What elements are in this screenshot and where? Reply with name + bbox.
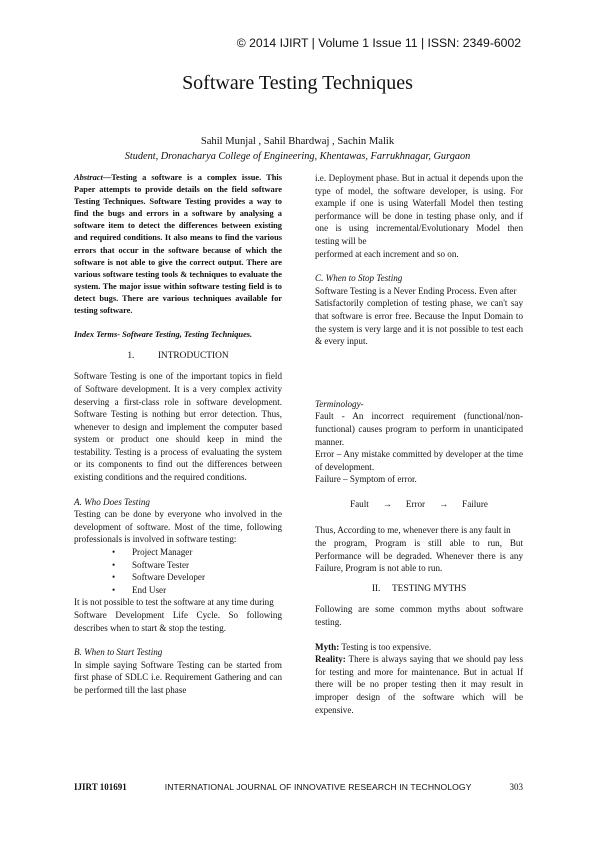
stop-line-1: Software Testing is a Never Ending Process. Even after bbox=[315, 285, 517, 296]
abstract-text: —Testing a software is a complex issue. This Paper attempts to provide details on the field software Testing Techniques. Software Testing provides a way to find the bugs and errors in a software by analysing a software item to detect the differences between existing and required conditions. It also means to find the various errors that occur in the software because of which the software is not able to give the correct output. There are various software testing tools & techniques to evaluate the system. The major issue within software testing field is to detect bugs. There are various techniques available for testing software. bbox=[74, 173, 282, 316]
subheading-when-to-start: B. When to Start Testing bbox=[74, 647, 163, 658]
journal-header: © 2014 IJIRT | Volume 1 Issue 11 | ISSN: 2349-6002 bbox=[236, 36, 521, 50]
myth-line bbox=[315, 641, 523, 654]
paper-title: Software Testing Techniques bbox=[182, 72, 413, 94]
myths-intro: Following are some common myths about software testing. bbox=[315, 604, 523, 628]
reality-text: There is always saying that we should pay less for testing and more for maintenance. But in actual If there will be no proper testing then it may result in improper design of the software which will be expensive. bbox=[315, 654, 523, 715]
who-paragraph: Testing can be done by everyone who involved in the development of software. Most of the time, following professionals is involved in software testing: bbox=[74, 509, 282, 545]
affiliation: Student, Dronacharya College of Engineering, Khentawas, Farrukhnagar, Gurgaon bbox=[124, 151, 471, 162]
section-heading-introduction: 1. INTRODUCTION bbox=[127, 350, 229, 361]
authors: Sahil Munjal , Sahil Bhardwaj , Sachin Malik bbox=[200, 136, 395, 147]
intro-paragraph: Software Testing is one of the important topics in field of Software development. It is a very complex activity deserving a first-class role in software development. Software Testing is nothing but error detection. Thus, whenever to design and implement the computer based system or product one should keep in mind the testability. Testing is a process of evaluating the system or its components to find out the differences between existing conditions and the required conditions. bbox=[74, 371, 282, 483]
footer-journal-name: INTERNATIONAL JOURNAL OF INNOVATIVE RESEARCH IN TECHNOLOGY bbox=[164, 782, 472, 792]
abstract-label: Abstract bbox=[74, 173, 103, 182]
myth-label: Myth: bbox=[315, 641, 340, 652]
who-after-line-1: It is not possible to test the software at any time during bbox=[74, 597, 274, 608]
fault-line-1: Thus, According to me, whenever there is any fault in bbox=[315, 525, 511, 536]
list-item: • Software Tester bbox=[112, 559, 282, 572]
term-failure: Failure – Symptom of error. bbox=[315, 474, 417, 485]
section-heading-testing-myths: II. TESTING MYTHS bbox=[371, 583, 467, 594]
start-continued-2: performed at each increment and so on. bbox=[315, 248, 459, 259]
footer-paper-id: IJIRT 101691 bbox=[74, 782, 127, 792]
roles-list bbox=[74, 546, 282, 596]
reality-paragraph bbox=[315, 653, 523, 716]
myth-text: Testing is too expensive. bbox=[339, 641, 432, 652]
arrow-right-icon: → bbox=[439, 498, 449, 509]
subheading-when-to-stop: C. When to Stop Testing bbox=[315, 273, 403, 284]
term-error: Error – Any mistake committed by developer at the time of development. bbox=[315, 449, 523, 472]
fault-error-failure-flow bbox=[315, 498, 523, 511]
fault-paragraph: the program, Program is still able to run, But Performance will be degraded. Whenever there is any Failure, Program is not able to run. bbox=[315, 538, 523, 574]
flow-fault: Fault bbox=[350, 498, 369, 509]
list-item: • Project Manager bbox=[112, 546, 282, 559]
who-after-line-2: Software Development Life Cycle. So following describes when to start & stop the testing. bbox=[74, 610, 282, 633]
footer-page-number: 303 bbox=[509, 782, 523, 792]
index-terms: Index Terms- Software Testing, Testing Techniques. bbox=[74, 330, 253, 340]
reality-label: Reality: bbox=[315, 654, 346, 665]
subheading-who-does-testing: A. Who Does Testing bbox=[74, 496, 150, 507]
start-paragraph: In simple saying Software Testing can be started from first phase of SDLC i.e. Requirement Gathering and can be performed till the last phase bbox=[74, 659, 282, 695]
flow-error: Error bbox=[405, 498, 426, 509]
stop-paragraph: Satisfactorily completion of testing phase, we can't say that software is error free. Because the Input Domain to the system is very large and it is not possible to test each & every input. bbox=[315, 298, 523, 347]
right-column bbox=[315, 172, 523, 716]
left-column bbox=[74, 172, 282, 697]
arrow-right-icon: → bbox=[382, 498, 392, 509]
abstract bbox=[74, 172, 282, 317]
term-fault: Fault - An incorrect requirement (functional/non-functional) causes program to perform in unanticipated manner. bbox=[315, 411, 523, 447]
start-continued: i.e. Deployment phase. But in actual it depends upon the type of model, the software developer, is using. For example if one is using Waterfall Model then testing performance will be done in testing phase only, and if one is using incremental/Evolutionary Model then testing will be bbox=[315, 173, 523, 246]
flow-failure: Failure bbox=[462, 498, 488, 509]
list-item: • Software Developer bbox=[112, 571, 282, 584]
subheading-terminology: Terminology- bbox=[315, 398, 364, 409]
list-item: • End User bbox=[112, 584, 282, 597]
page-footer bbox=[74, 782, 523, 792]
